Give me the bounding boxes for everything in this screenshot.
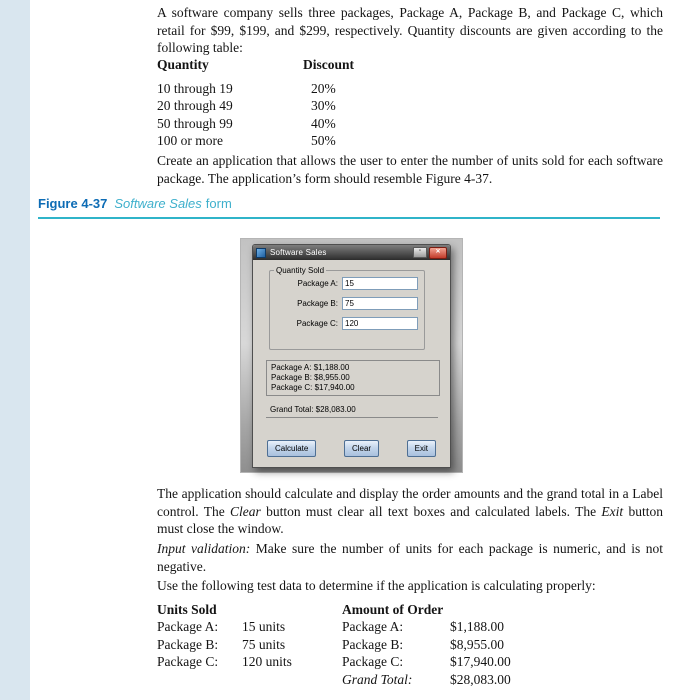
figure-number: Figure 4-37 — [38, 196, 108, 211]
create-app-paragraph: Create an application that allows the user to enter the number of units sold for each software package. The application’s form should resemble Figure 4-37. — [157, 153, 663, 186]
table-cell: 20 through 49 — [157, 98, 233, 113]
intro-paragraph: A software company sells three packages, Package A, Package B, and Package C, which retail for $99, $199, and $299, respectively. Quantity discounts are given according to the following table: — [157, 5, 663, 55]
window-title: Software Sales — [270, 248, 327, 257]
table-cell: 40% — [311, 115, 336, 131]
table-cell: Package C: — [157, 654, 219, 670]
grand-total-label: Grand Total: $28,083.00 — [266, 403, 438, 418]
close-icon[interactable]: ✕ — [429, 247, 447, 259]
calculate-button[interactable]: Calculate — [267, 440, 316, 457]
input-validation-label: Input validation: — [157, 541, 251, 556]
quantity-sold-groupbox — [269, 266, 425, 350]
paragraph-text-italic: Exit — [601, 503, 624, 519]
test-data-intro: Use the following test data to determine if the application is calculating properly: — [157, 578, 596, 593]
package-a-input[interactable] — [342, 277, 418, 290]
table-cell: $8,955.00 — [450, 636, 504, 652]
table-cell: Package B: — [157, 636, 219, 652]
caption-divider-rule — [38, 217, 660, 219]
result-package-b-label: Package B: $8,955.00 — [271, 373, 350, 382]
package-a-row — [270, 277, 418, 290]
grand-total-row-label: Grand Total: — [342, 671, 413, 687]
discount-table — [157, 56, 383, 150]
results-panel — [266, 360, 440, 396]
behavior-paragraph — [157, 485, 663, 538]
button-row — [267, 440, 436, 457]
paragraph-text: button must clear all text boxes and calculated labels. The — [260, 503, 602, 519]
minimize-icon[interactable]: ▫ — [413, 247, 427, 258]
figure-screenshot — [240, 238, 463, 473]
paragraph-text: The application should calculate and display the order amounts and the grand total in a Label control. The — [157, 486, 663, 519]
table-cell — [157, 671, 242, 688]
package-b-label: Package B: — [297, 299, 338, 308]
table-cell: $17,940.00 — [450, 654, 511, 670]
table-cell: Package C: — [342, 654, 404, 670]
table-cell — [242, 671, 342, 688]
result-package-a-label: Package A: $1,188.00 — [271, 363, 350, 372]
input-validation-paragraph — [157, 540, 663, 575]
clear-button[interactable]: Clear — [344, 440, 379, 457]
app-icon — [256, 248, 266, 258]
figure-title: Software Sales — [114, 196, 202, 211]
grand-total-row-amount: $28,083.00 — [450, 671, 511, 687]
package-a-label: Package A: — [297, 279, 338, 288]
exit-button[interactable]: Exit — [407, 440, 436, 457]
figure-title-suffix: form — [205, 196, 232, 211]
package-b-row — [270, 297, 418, 310]
window-client-area — [253, 260, 450, 466]
table-cell: 30% — [311, 98, 336, 113]
table-cell: 50 through 99 — [157, 115, 233, 131]
table-cell: 120 units — [242, 654, 292, 670]
figure-caption — [38, 196, 232, 211]
package-c-row — [270, 317, 418, 330]
package-b-input[interactable] — [342, 297, 418, 310]
table-cell: 75 units — [242, 636, 286, 652]
table-cell — [450, 601, 511, 618]
test-table-header-units: Units Sold — [157, 602, 217, 617]
software-sales-window — [252, 244, 451, 468]
discount-table-header-quantity: Quantity — [157, 57, 209, 72]
table-cell: 50% — [311, 133, 336, 148]
test-data-table — [157, 601, 511, 688]
table-cell: Package B: — [342, 636, 404, 652]
window-titlebar[interactable] — [253, 245, 450, 260]
window-controls — [413, 247, 447, 259]
table-cell: 10 through 19 — [157, 80, 233, 96]
table-cell: 15 units — [242, 619, 286, 635]
input-validation-text: Make sure the number of units for each package is numeric, and is not negative. — [157, 541, 663, 574]
paragraph-text: button must close the window. — [157, 503, 663, 536]
paragraph-text-italic: Clear — [230, 503, 261, 519]
discount-table-header-discount: Discount — [303, 57, 355, 72]
table-cell: 100 or more — [157, 133, 223, 148]
result-package-c-label: Package C: $17,940.00 — [271, 383, 355, 392]
groupbox-title: Quantity Sold — [276, 266, 325, 275]
test-table-header-amount: Amount of Order — [342, 602, 444, 617]
table-cell — [242, 601, 342, 618]
table-cell: Package A: — [342, 619, 404, 635]
table-cell: $1,188.00 — [450, 619, 504, 635]
table-cell: 20% — [311, 80, 336, 96]
page-margin-strip — [0, 0, 30, 700]
package-c-label: Package C: — [296, 319, 338, 328]
package-c-input[interactable] — [342, 317, 418, 330]
table-cell: Package A: — [157, 619, 219, 635]
